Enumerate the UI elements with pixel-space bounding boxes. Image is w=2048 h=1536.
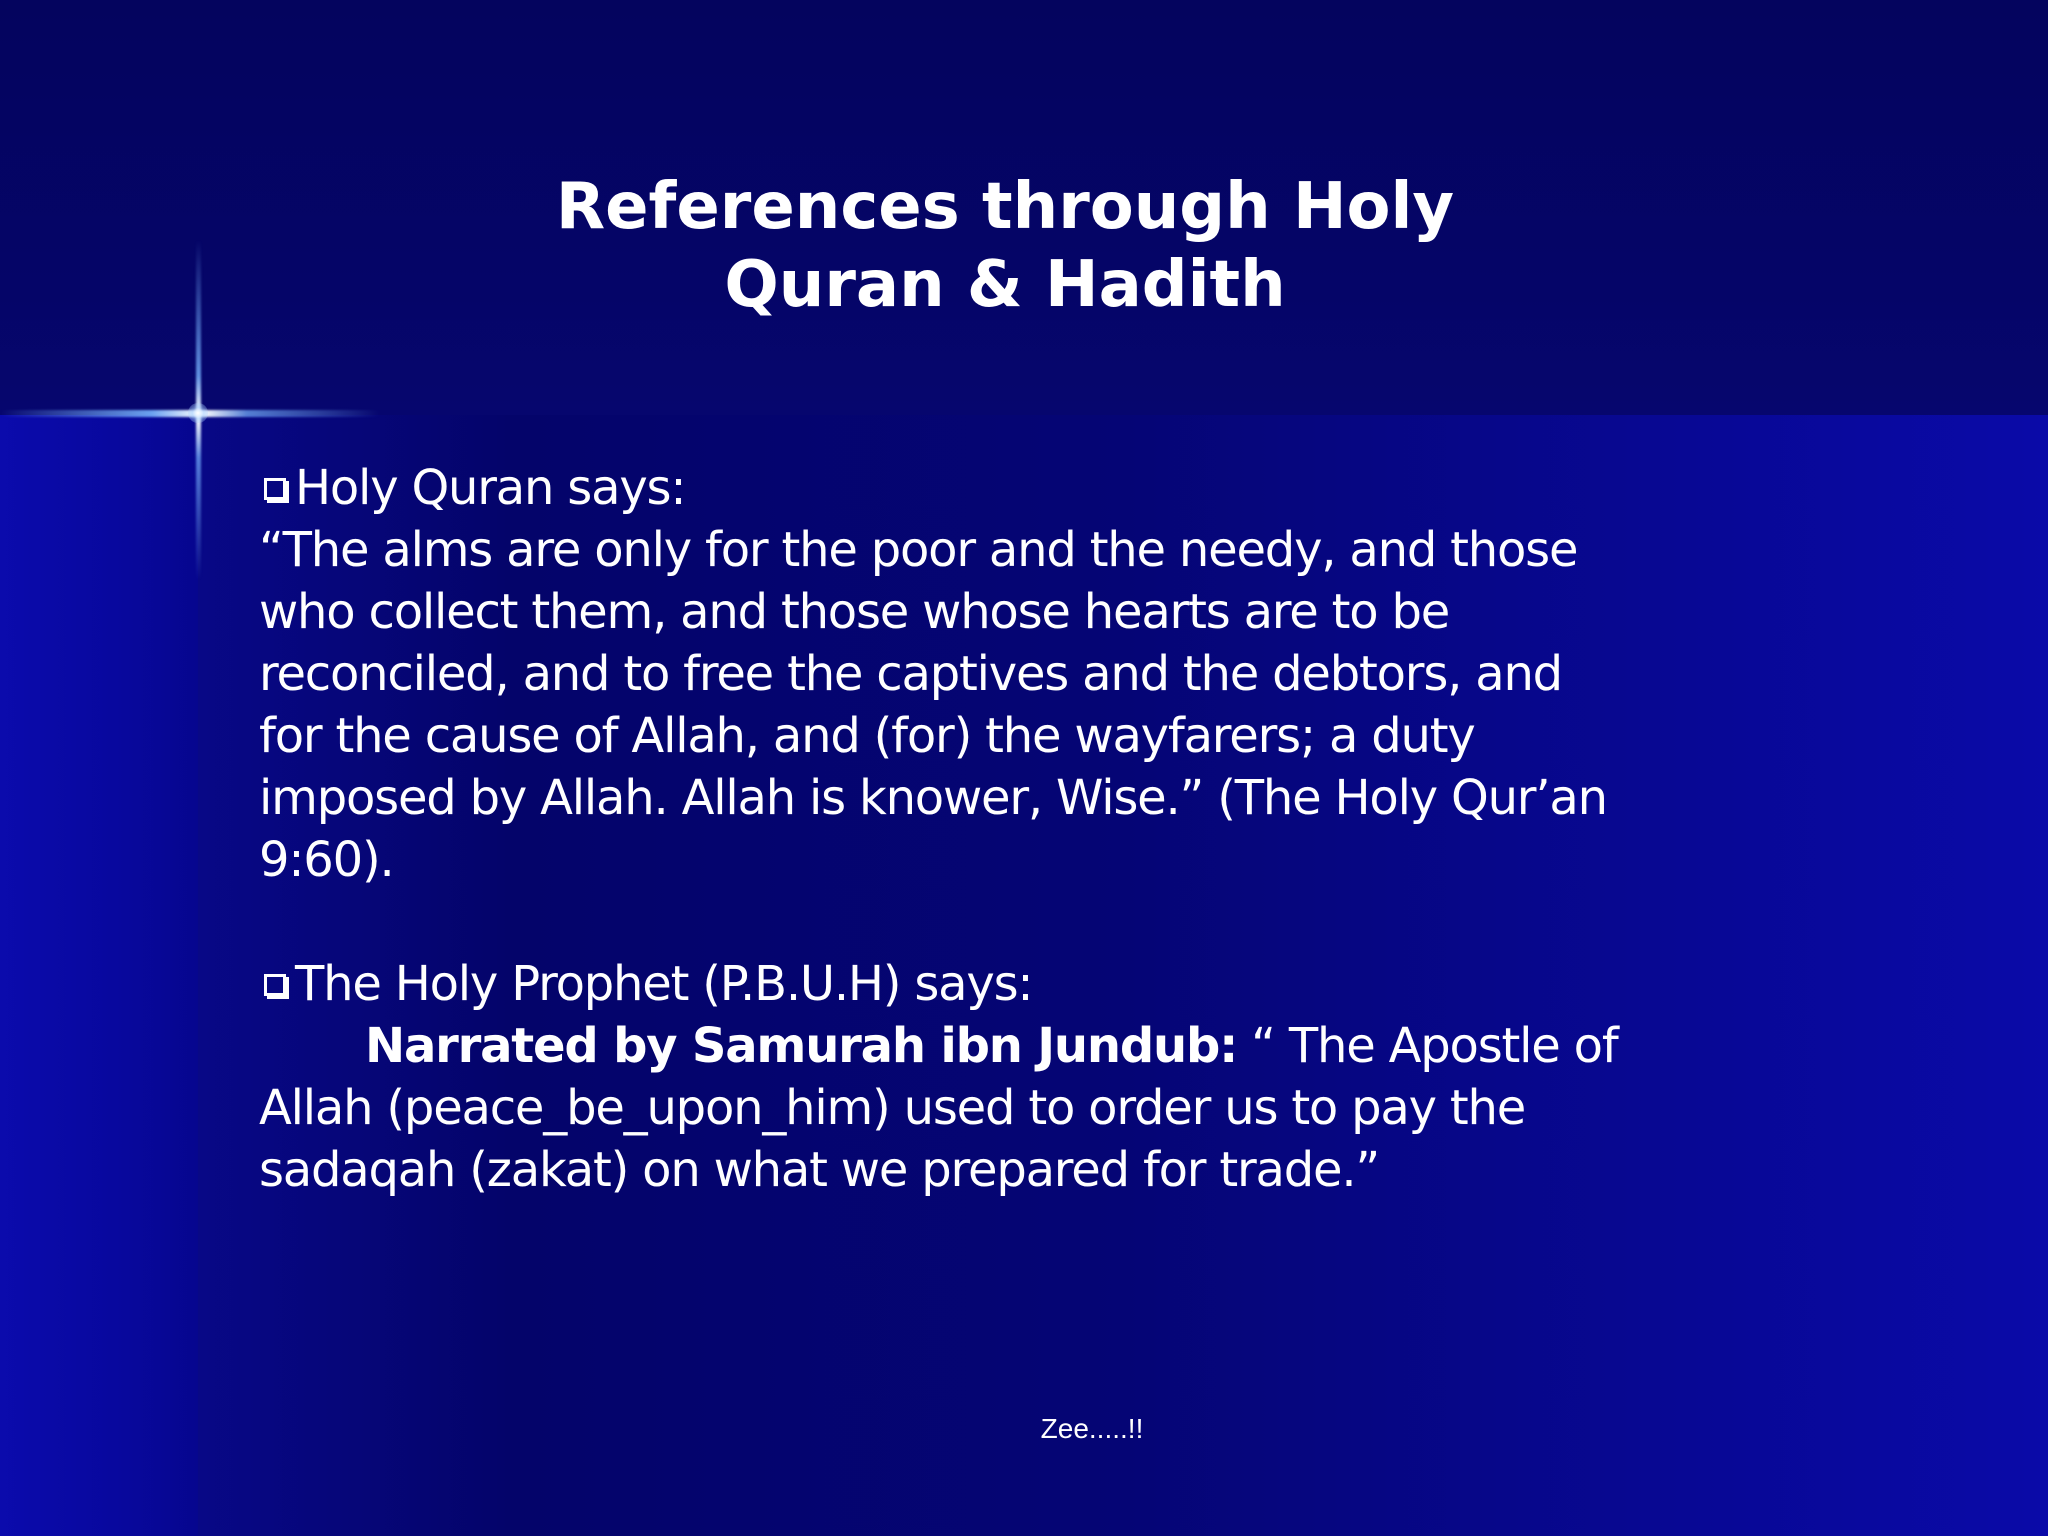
slide-footer: Zee.....!! — [1040, 1413, 1144, 1444]
quran-heading-line — [259, 457, 1659, 519]
hadith-narrator-line — [259, 1015, 1659, 1077]
quran-quote-line: reconciled, and to free the captives and the debtors, and — [259, 646, 1562, 702]
slide-title — [0, 168, 2010, 324]
hadith-quote-line: Allah (peace_be_upon_him) used to order us to pay the — [259, 1080, 1526, 1136]
quran-quote-line: who collect them, and those whose hearts are to be — [259, 584, 1450, 640]
quran-quote-line: “The alms are only for the poor and the needy, and those — [259, 522, 1578, 578]
hadith-heading: The Holy Prophet (P.B.U.H) says: — [295, 956, 1033, 1012]
hadith-heading-line — [259, 953, 1659, 1015]
square-bullet-icon — [259, 953, 295, 1015]
sparkle-icon — [188, 403, 208, 423]
slide-body — [259, 457, 1659, 1201]
square-bullet-icon — [259, 457, 295, 519]
hadith-quote-line: sadaqah (zakat) on what we prepared for trade.” — [259, 1142, 1380, 1198]
quran-quote-line: imposed by Allah. Allah is knower, Wise.” (The Holy Qur’an — [259, 770, 1607, 826]
hadith-quote-start: “ The Apostle of — [1237, 1018, 1618, 1074]
quran-heading: Holy Quran says: — [295, 460, 686, 516]
hadith-narrator: Narrated by Samurah ibn Jundub: — [365, 1018, 1238, 1074]
quran-quote-line: 9:60). — [259, 832, 394, 888]
paragraph-spacer — [259, 891, 1659, 953]
left-accent-strip — [0, 415, 198, 1536]
title-line-1: References through Holy — [555, 170, 1455, 244]
title-line-2: Quran & Hadith — [724, 248, 1286, 322]
quran-quote-line: for the cause of Allah, and (for) the wayfarers; a duty — [259, 708, 1475, 764]
